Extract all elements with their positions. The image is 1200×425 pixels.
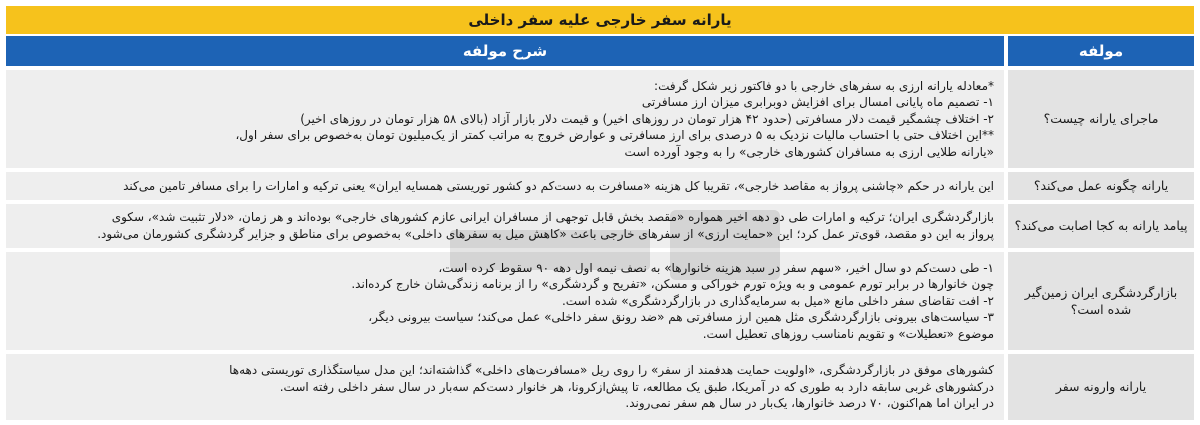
row-description: [6, 252, 1004, 350]
description-line: بازارگردشگری ایران؛ ترکیه و امارات طی دو دهه اخیر همواره «مقصد بخش قابل توجهی از مسافران ایرانی عازم کشورهای خارجی» بوده‌اند و هر زمان، «دلار تثبیت شد»، سکوی: [111, 210, 994, 225]
description-line: ۲- اختلاف چشمگیر قیمت دلار مسافرتی (حدود ۴۲ هزار تومان در روزهای اخیر) و قیمت دلار بازار آزاد (بالای ۵۸ هزار تومان در روزهای اخیر): [300, 111, 994, 126]
description-line: «یارانه طلایی ارزی به مسافران کشورهای خارجی» را به وجود آورده است: [624, 144, 994, 159]
description-line: موضوع «تعطیلات» و تقویم نامناسب روزهای تعطیل است.: [702, 326, 994, 341]
table-row: [6, 204, 1194, 248]
table-row: [6, 172, 1194, 200]
description-line: **این اختلاف حتی با احتساب مالیات نزدیک به ۵ درصدی برای ارز مسافرتی و عوارض خروج به مراتب کمتر از یک‌میلیون تومان به‌خصوص برای سفر اول،: [235, 128, 994, 143]
description-line: چون خانوارها در برابر تورم عمومی و به ویژه تورم خوراکی و مسکن، «تفریح و گردشگری» را از برنامه زندگی‌شان خارج کرده‌اند.: [351, 277, 994, 292]
row-description: [6, 70, 1004, 168]
description-line: ۲- افت تقاضای سفر داخلی مانع «میل به سرمایه‌گذاری در بازارگردشگری» شده است.: [561, 293, 994, 308]
row-label: یارانه وارونه سفر: [1008, 354, 1194, 420]
header-component: مولفه: [1008, 36, 1194, 66]
header-description: شرح مولفه: [6, 36, 1004, 66]
description-line: ۱- تصمیم ماه پایانی امسال برای افزایش دوبرابری میزان ارز مسافرتی: [641, 95, 994, 110]
row-label: یارانه چگونه عمل می‌کند؟: [1008, 172, 1194, 200]
description-line: *معادله یارانه ارزی به سفرهای خارجی با دو فاکتور زیر شکل گرفت:: [654, 78, 994, 93]
description-line: پرواز به این دو مقصد، قوی‌تر عمل کرد؛ این «حمایت ارزی» از سفرهای خارجی باعث «کاهش میل به سفرهای داخلی» به‌خصوص برای مناطق و جزایر گردشگری کشورمان می‌شود.: [97, 227, 994, 241]
description-line: در ایران اما هم‌اکنون، ۷۰ درصد خانوارها، یک‌بار در سال هم سفر نمی‌روند.: [625, 396, 994, 411]
description-line: ۳- سیاست‌های بیرونی بازارگردشگری مثل همین ارز مسافرتی هم «ضد رونق سفر داخلی» عمل می‌کند؛ سیاست بیرونی دیگر،: [368, 310, 994, 325]
row-label: پیامد یارانه به کجا اصابت می‌کند؟: [1008, 204, 1194, 248]
row-description: [6, 204, 1004, 248]
row-description: [6, 172, 1004, 200]
description-line: درکشورهای غربی سابقه دارد به طوری که در آمریکا، طبق یک مطالعه، تا پیش‌ازکرونا، هر خانوار دست‌کم سه‌بار در سال سفر داخلی رفته است.: [279, 379, 994, 394]
description-line: کشورهای موفق در بازارگردشگری، «اولویت حمایت هدفمند از سفر» را روی ریل «مسافرت‌های داخلی» گذاشته‌اند؛ این مدل سیاستگذاری توریستی دهه‌ها: [229, 363, 994, 378]
row-label: بازارگردشگری ایران زمین‌گیر شده است؟: [1008, 252, 1194, 350]
table-title: یارانه سفر خارجی علیه سفر داخلی: [6, 6, 1194, 34]
description-line: این یارانه در حکم «چاشنی پرواز به مقاصد خارجی»، تقریبا کل هزینه «مسافرت به دست‌کم دو کشور توریستی همسایه ایران» یعنی ترکیه و امارات را برای مسافر تامین می‌کند: [123, 178, 994, 193]
description-line: ۱- طی دست‌کم دو سال اخیر، «سهم سفر در سبد هزینه خانوارها» به نصف نیمه اول دهه ۹۰ سقوط کرده است،: [438, 260, 994, 275]
table-row: [6, 252, 1194, 350]
table-row: [6, 70, 1194, 168]
row-label: ماجرای یارانه چیست؟: [1008, 70, 1194, 168]
header-row: [6, 36, 1194, 66]
table-row: [6, 354, 1194, 420]
row-description: [6, 354, 1004, 420]
